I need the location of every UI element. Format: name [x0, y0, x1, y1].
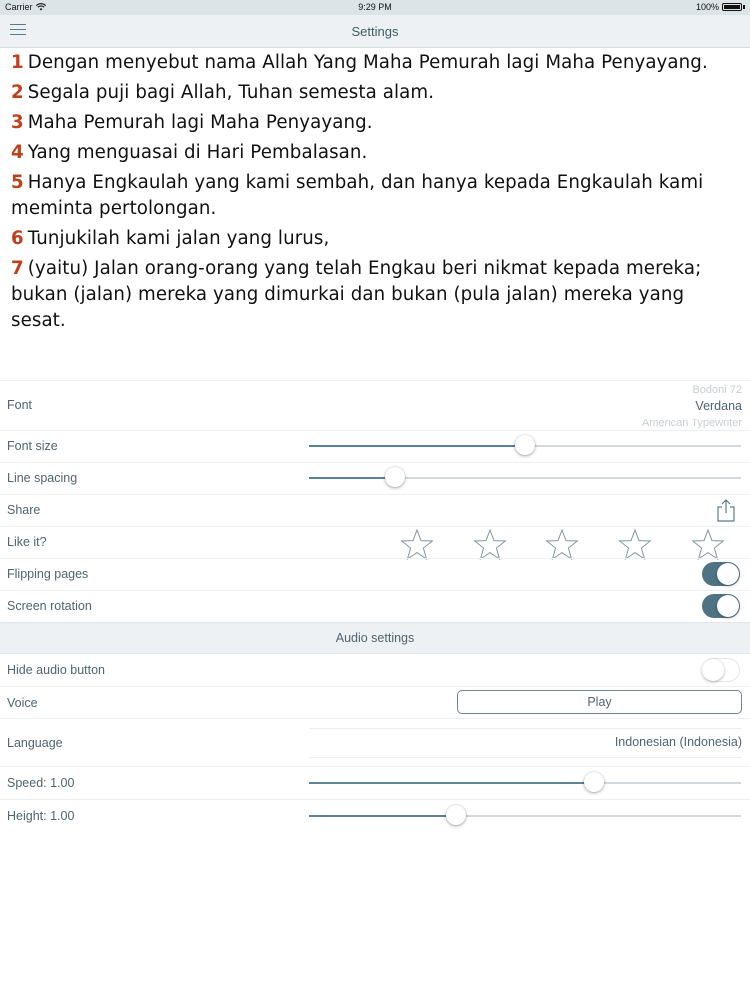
page-title: Settings	[351, 24, 399, 39]
verse-number: 2	[11, 82, 24, 103]
status-bar	[0, 0, 750, 15]
height-slider[interactable]	[309, 815, 741, 817]
language-value: Indonesian (Indonesia)	[614, 735, 742, 749]
audio-section-header	[0, 622, 750, 654]
voice-row	[0, 686, 750, 718]
language-row	[0, 718, 750, 766]
speed-slider[interactable]	[309, 782, 741, 784]
flipping-row	[0, 558, 750, 590]
verse	[11, 50, 743, 76]
rating-stars[interactable]	[400, 527, 745, 559]
flipping-label: Flipping pages	[7, 567, 89, 581]
font-size-slider-thumb[interactable]	[515, 435, 535, 455]
like-row	[0, 526, 750, 558]
verse-text: Segala puji bagi Allah, Tuhan semesta alam.	[27, 82, 435, 103]
speed-row	[0, 766, 750, 799]
font-size-slider[interactable]	[309, 445, 741, 447]
star-icon[interactable]	[691, 528, 725, 562]
font-option-selected[interactable]: Verdana	[695, 399, 742, 413]
height-label: Height: 1.00	[7, 809, 75, 823]
verse	[11, 170, 743, 222]
speed-slider-thumb[interactable]	[584, 772, 604, 792]
star-icon[interactable]	[400, 528, 434, 562]
hide-audio-toggle[interactable]	[702, 658, 740, 682]
verse	[11, 226, 743, 252]
language-label: Language	[7, 736, 63, 750]
share-icon[interactable]	[716, 498, 736, 522]
line-spacing-slider-fill	[309, 477, 395, 479]
flipping-toggle[interactable]	[702, 562, 740, 586]
star-icon[interactable]	[545, 528, 579, 562]
verse	[11, 256, 743, 334]
battery-icon	[722, 3, 742, 11]
line-spacing-row	[0, 462, 750, 494]
audio-section-title: Audio settings	[335, 631, 415, 645]
font-size-slider-fill	[309, 445, 525, 447]
share-label: Share	[7, 503, 41, 517]
rotation-toggle[interactable]	[702, 594, 740, 618]
verse-number: 6	[11, 228, 24, 249]
height-row	[0, 799, 750, 832]
verse-number: 4	[11, 142, 24, 163]
voice-label: Voice	[7, 696, 38, 710]
verse	[11, 80, 743, 106]
battery-percent: 100%	[695, 2, 719, 12]
font-row	[0, 380, 750, 430]
font-label: Font	[7, 398, 33, 412]
line-spacing-slider[interactable]	[309, 477, 741, 479]
hide-audio-row	[0, 654, 750, 686]
verse-text: Dengan menyebut nama Allah Yang Maha Pemurah lagi Maha Penyayang.	[27, 52, 708, 73]
line-spacing-slider-thumb[interactable]	[385, 467, 405, 487]
star-icon[interactable]	[618, 528, 652, 562]
nav-bar	[0, 15, 750, 48]
font-option-next[interactable]: American Typewriter	[641, 419, 742, 429]
toggle-knob	[717, 563, 739, 585]
verse-text: Yang menguasai di Hari Pembalasan.	[27, 142, 368, 163]
verse-text: Hanya Engkaulah yang kami sembah, dan hanya kepada Engkaulah kami meminta pertolongan.	[11, 172, 704, 219]
verse	[11, 110, 743, 136]
line-spacing-label: Line spacing	[7, 471, 78, 485]
toggle-knob	[702, 659, 724, 681]
status-time: 9:29 PM	[358, 2, 392, 12]
verse-number: 1	[11, 52, 24, 73]
speed-slider-fill	[309, 782, 594, 784]
font-size-row	[0, 430, 750, 462]
height-slider-fill	[309, 815, 456, 817]
verse-preview	[11, 50, 743, 338]
verse-number: 7	[11, 258, 24, 279]
toggle-knob	[717, 595, 739, 617]
rotation-label: Screen rotation	[7, 599, 92, 613]
font-picker[interactable]	[442, 383, 742, 429]
share-row[interactable]	[0, 494, 750, 526]
verse-text: (yaitu) Jalan orang-orang yang telah Engkau beri nikmat kepada mereka; bukan (jalan) mereka yang dimurkai dan bukan (pula jalan) mereka yang sesat.	[11, 258, 702, 331]
speed-label: Speed: 1.00	[7, 776, 75, 790]
verse-number: 3	[11, 112, 24, 133]
verse	[11, 140, 743, 166]
star-icon[interactable]	[473, 528, 507, 562]
hide-audio-label: Hide audio button	[7, 663, 105, 677]
verse-number: 5	[11, 172, 24, 193]
play-button[interactable]: Play	[457, 690, 742, 714]
rotation-row	[0, 590, 750, 622]
verse-text: Maha Pemurah lagi Maha Penyayang.	[27, 112, 373, 133]
font-size-label: Font size	[7, 439, 58, 453]
verse-text: Tunjukilah kami jalan yang lurus,	[27, 228, 330, 249]
height-slider-thumb[interactable]	[446, 805, 466, 825]
like-label: Like it?	[7, 535, 47, 549]
carrier-label: Carrier	[5, 2, 33, 12]
language-picker[interactable]	[309, 728, 742, 758]
font-option-prev[interactable]: Bodoni 72	[692, 384, 742, 393]
